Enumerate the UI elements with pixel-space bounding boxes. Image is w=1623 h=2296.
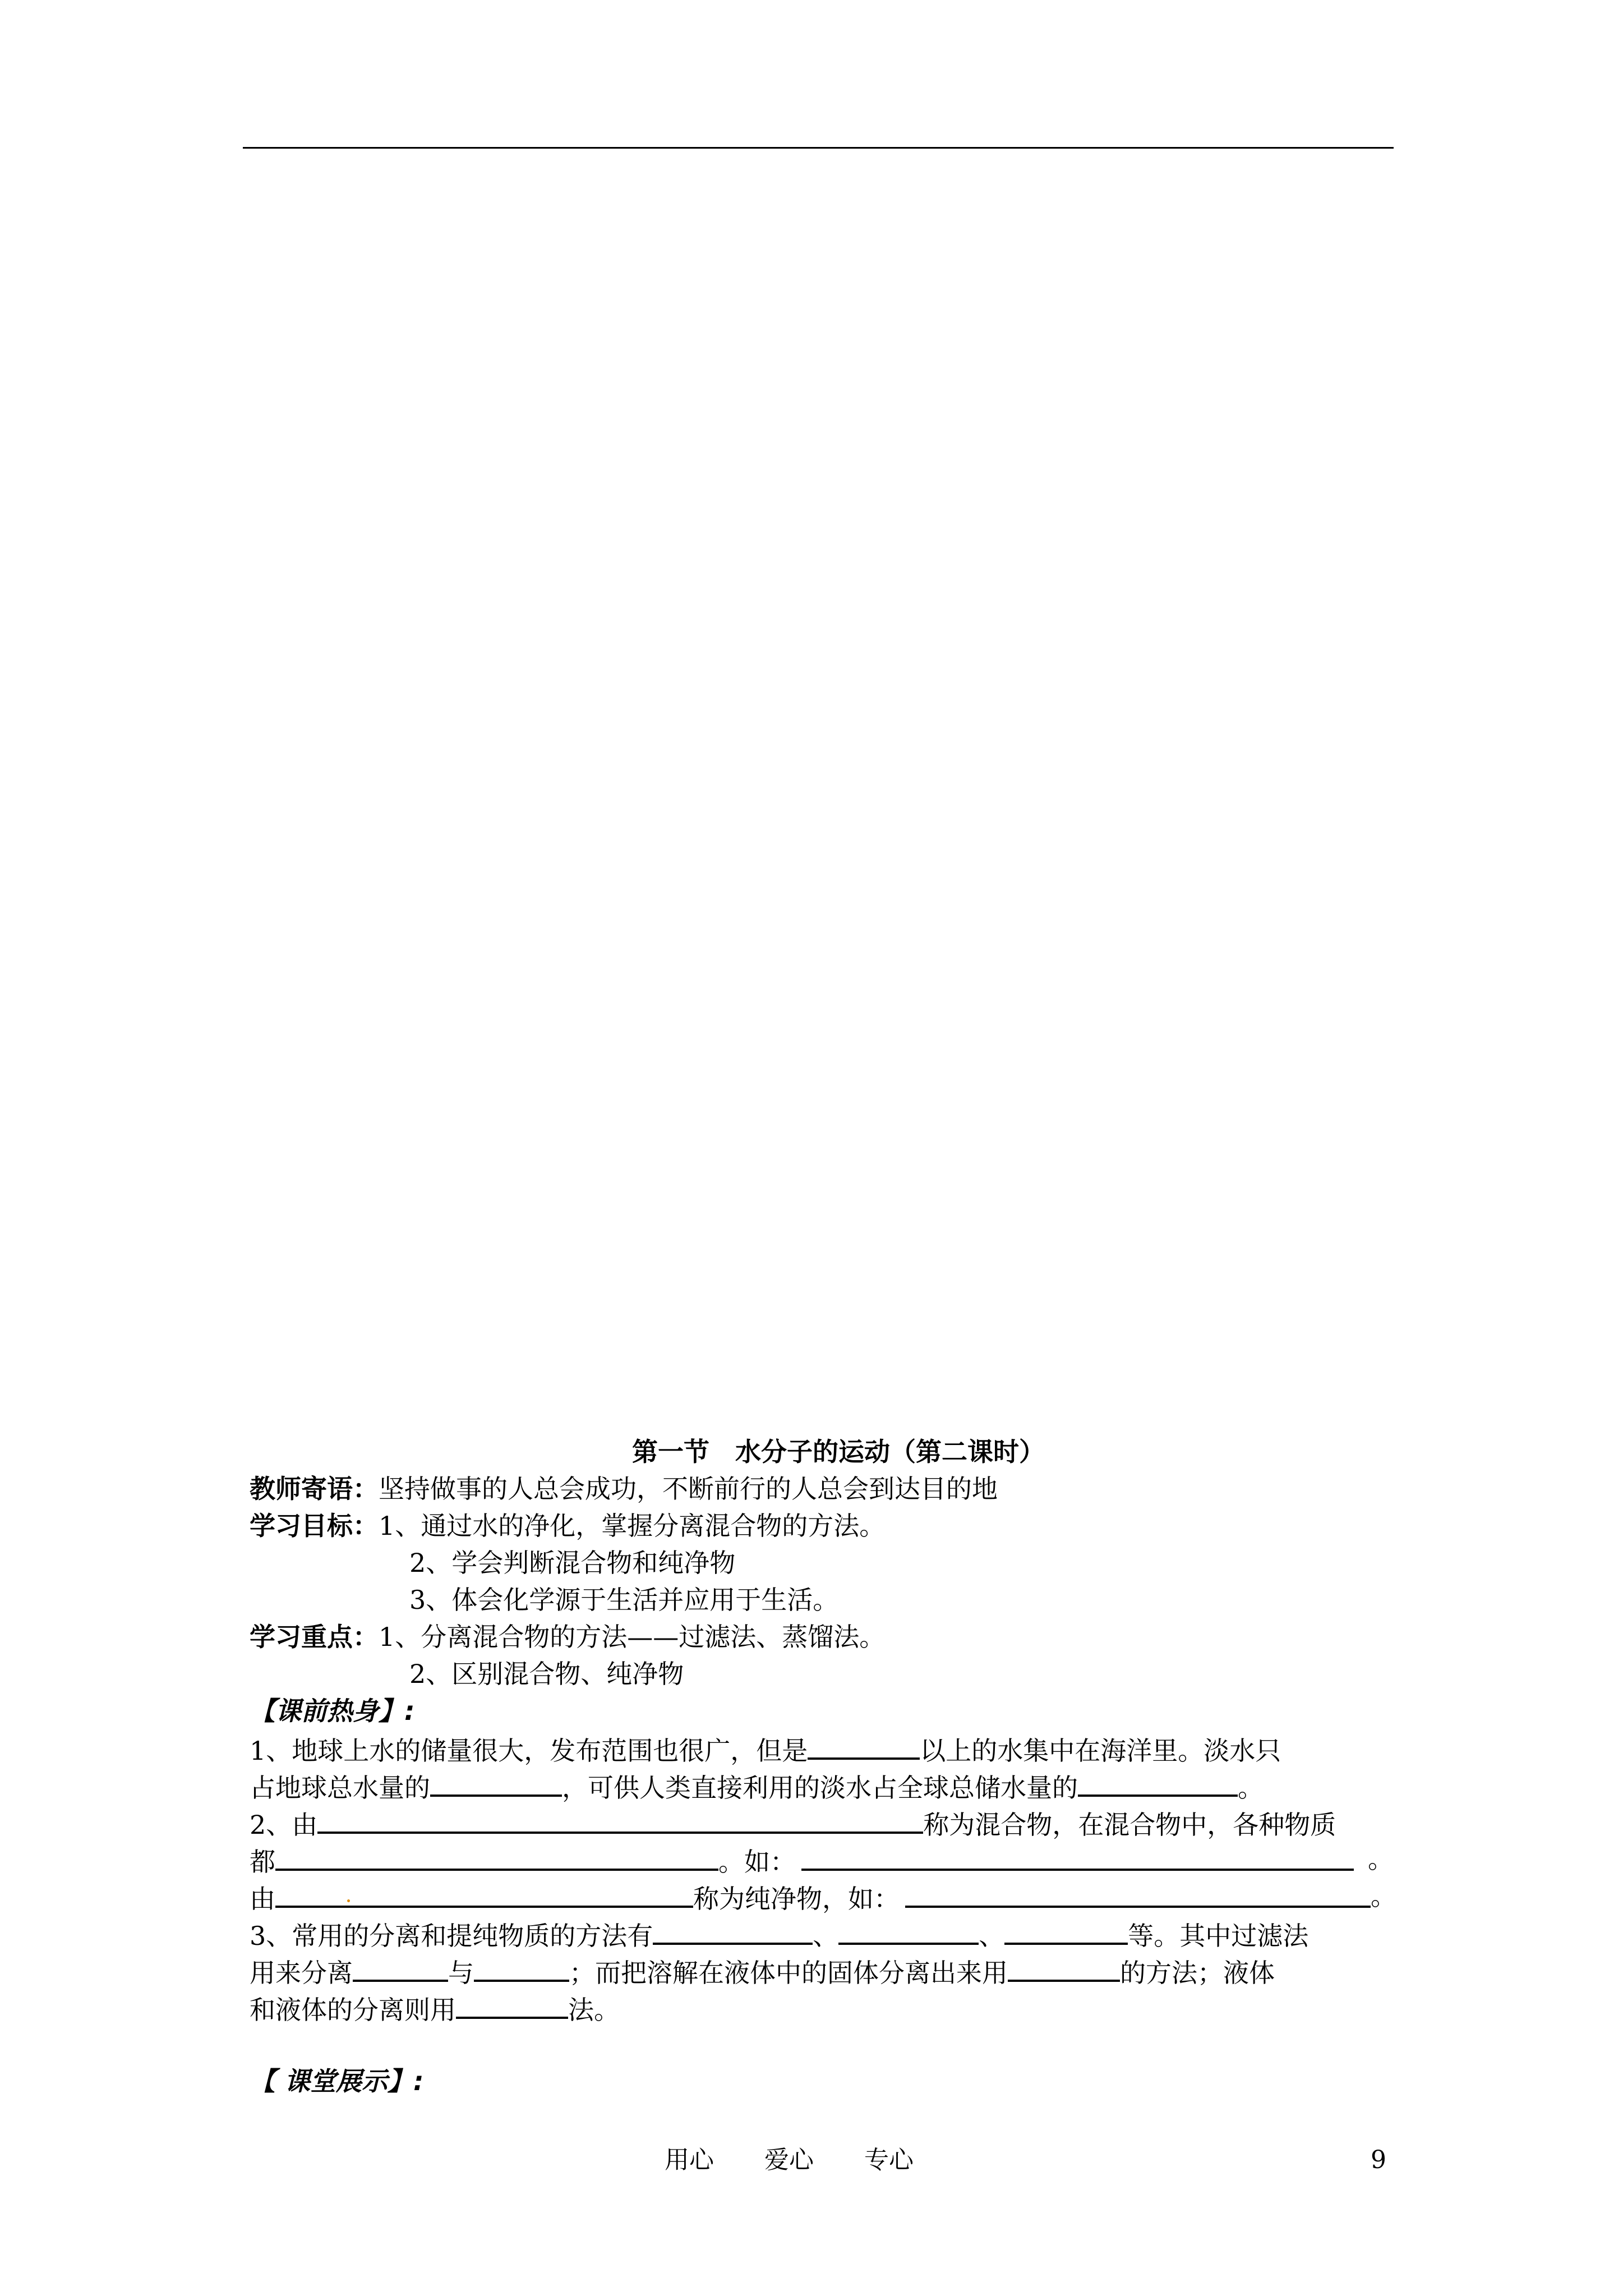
q2-text: 。 — [1368, 1844, 1394, 1874]
q2-line-1 — [250, 1803, 1394, 1841]
header-rule — [243, 147, 1394, 149]
q3-line-3 — [250, 1989, 1394, 2026]
page-title: 第一节 水分子的运动（第二课时） — [632, 1437, 1045, 1467]
q3-blank-4[interactable] — [353, 1952, 448, 1982]
key-point-item: 2、区别混合物、纯净物 — [409, 1659, 684, 1689]
q3-blank-1[interactable] — [653, 1915, 813, 1945]
section-class-label: 【 课堂展示】: — [250, 2066, 424, 2096]
q2-blank-5[interactable] — [905, 1878, 1371, 1908]
q3-line-2 — [250, 1952, 1394, 1989]
section-warmup-heading — [250, 1692, 1394, 1729]
q2-text: 都 — [250, 1847, 275, 1877]
q2-text: 称为混合物，在混合物中，各种物质 — [923, 1810, 1336, 1840]
q3-text: 的方法；液体 — [1120, 1958, 1275, 1988]
q3-blank-7[interactable] — [456, 1989, 568, 2019]
q2-text: 称为纯净物，如： — [693, 1884, 900, 1914]
q2-line-3 — [250, 1878, 1394, 1915]
section-warmup-label: 【课前热身】: — [250, 1696, 415, 1726]
q3-line-1 — [250, 1915, 1394, 1952]
footer-motto — [665, 2145, 914, 2176]
q2-text: 。 — [1371, 1881, 1396, 1911]
objective-2 — [250, 1544, 1394, 1581]
q3-text: 用来分离 — [250, 1958, 353, 1988]
q3-text: 法。 — [568, 1995, 620, 2025]
q1-blank-2[interactable] — [430, 1766, 562, 1797]
q2-blank-4[interactable] — [275, 1878, 693, 1908]
teacher-message-text: 坚持做事的人总会成功，不断前行的人总会到达目的地 — [379, 1474, 998, 1504]
q1-blank-3[interactable] — [1078, 1766, 1238, 1797]
objective-item: 3、体会化学源于生活并应用于生活。 — [409, 1585, 839, 1615]
q3-separator: 、 — [979, 1921, 1005, 1951]
q3-text: 3、常用的分离和提纯物质的方法有 — [250, 1921, 653, 1951]
objective-1 — [250, 1507, 1394, 1544]
teacher-message-label: 教师寄语： — [250, 1474, 379, 1504]
q1-blank-1[interactable] — [808, 1729, 920, 1760]
q2-text: 由 — [250, 1884, 275, 1914]
q2-text: 2、由 — [250, 1810, 318, 1840]
objective-3 — [250, 1581, 1394, 1618]
q3-blank-5[interactable] — [474, 1952, 569, 1982]
key-point-2 — [250, 1655, 1394, 1692]
objectives-label: 学习目标： — [250, 1511, 379, 1541]
q2-text: 。如： — [718, 1847, 796, 1877]
teacher-message — [250, 1470, 1394, 1507]
q2-blank-2[interactable] — [275, 1841, 718, 1871]
section-class-heading — [250, 2063, 1394, 2100]
q2-blank-1[interactable] — [317, 1803, 923, 1834]
q1-text: 以上的水集中在海洋里。淡水只 — [920, 1736, 1281, 1766]
q1-text: 占地球总水量的 — [250, 1773, 430, 1803]
q2-line-2 — [250, 1841, 1394, 1878]
q3-separator: 、 — [813, 1921, 839, 1951]
objective-item: 1、通过水的净化，掌握分离混合物的方法。 — [379, 1511, 886, 1541]
key-points-label: 学习重点： — [250, 1622, 379, 1652]
spacer — [250, 2026, 1394, 2063]
footer-motto-item: 用心 — [665, 2146, 714, 2174]
q3-text: 和液体的分离则用 — [250, 1995, 456, 2025]
q3-text: 与 — [448, 1958, 474, 1988]
footer-motto-item: 专心 — [864, 2146, 914, 2174]
q1-line-1 — [250, 1729, 1394, 1766]
q3-text: 等。其中过滤法 — [1128, 1921, 1309, 1951]
q3-blank-2[interactable] — [838, 1915, 979, 1945]
q3-blank-6[interactable] — [1008, 1952, 1120, 1982]
q2-blank-3[interactable] — [801, 1841, 1354, 1871]
q3-text: ；而把溶解在液体中的固体分离出来用 — [569, 1958, 1008, 1988]
q1-text: 1、地球上水的储量很大，发布范围也很广，但是 — [250, 1736, 808, 1766]
page-number: 9 — [1371, 2146, 1386, 2174]
footer-motto-item: 爱心 — [764, 2146, 814, 2174]
key-point-item: 1、分离混合物的方法——过滤法、蒸馏法。 — [379, 1622, 886, 1652]
worksheet-content — [250, 1433, 1394, 2100]
key-point-1 — [250, 1618, 1394, 1655]
q1-line-2 — [250, 1766, 1394, 1803]
objective-item: 2、学会判断混合物和纯净物 — [409, 1548, 736, 1578]
q1-text: ，可供人类直接利用的淡水占全球总储水量的 — [562, 1773, 1078, 1803]
q3-blank-3[interactable] — [1004, 1915, 1128, 1945]
q1-text: 。 — [1238, 1773, 1264, 1803]
highlight-dot — [347, 1899, 350, 1902]
